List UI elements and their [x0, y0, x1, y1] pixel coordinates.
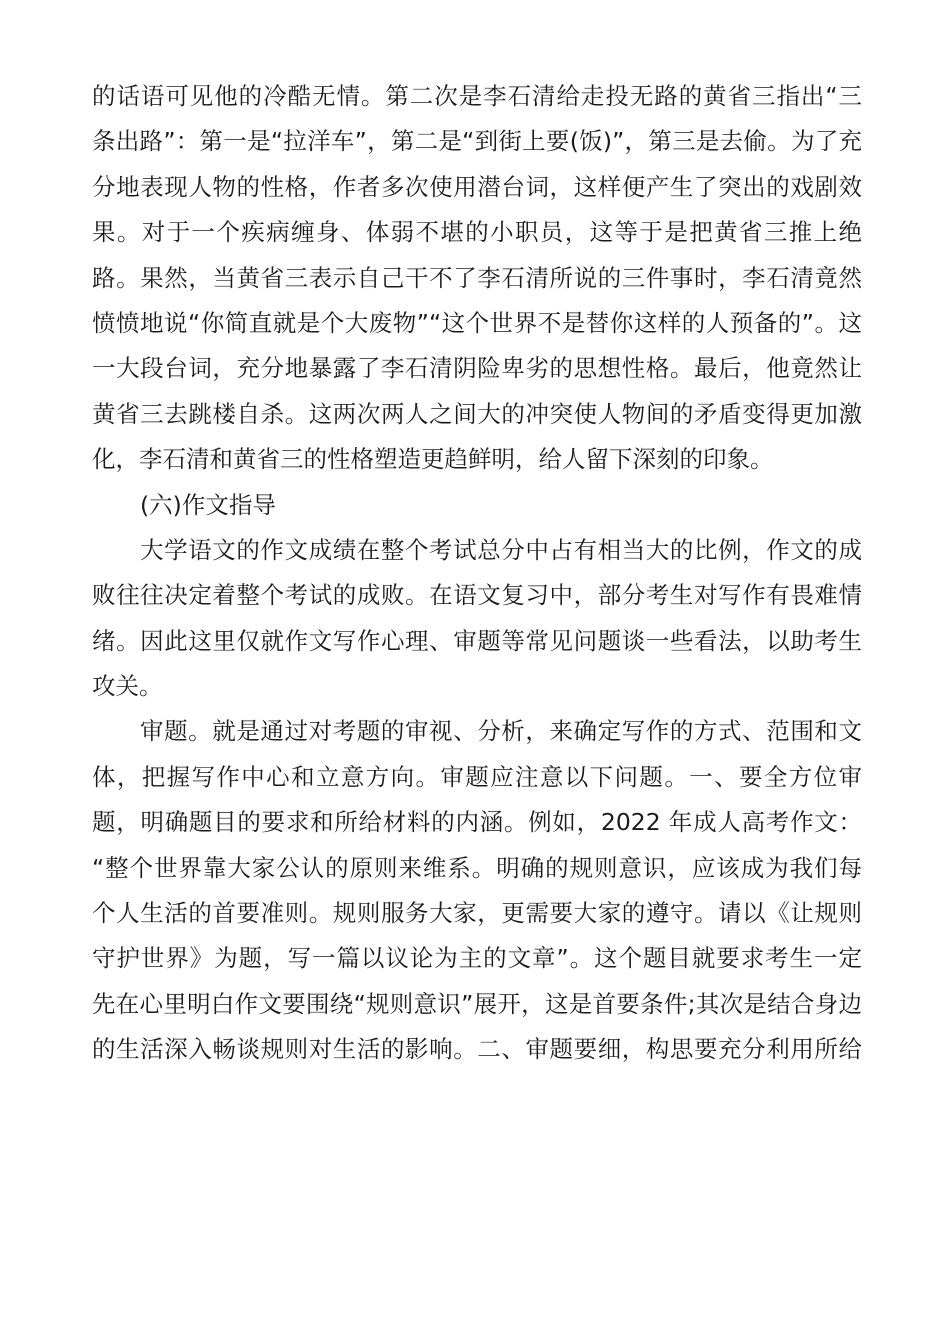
paragraph-line: “整个世界靠大家公认的原则来维系。明确的规则意识，应该成为我们每 — [92, 853, 862, 882]
paragraph-line: 先在心里明白作文要围绕“规则意识”展开，这是首要条件;其次是结合身边 — [92, 989, 862, 1018]
paragraph-line: 大学语文的作文成绩在整个考试总分中占有相当大的比例，作文的成 — [140, 535, 862, 564]
paragraph-line: 愤愤地说“你简直就是个大废物”“这个世界不是替你这样的人预备的”。这 — [92, 308, 862, 337]
paragraph-line: 绪。因此这里仅就作文写作心理、审题等常见问题谈一些看法，以助考生 — [92, 626, 862, 655]
paragraph-line: 分地表现人物的性格，作者多次使用潜台词，这样便产生了突出的戏剧效 — [92, 172, 862, 201]
paragraph-line: 路。果然，当黄省三表示自己干不了李石清所说的三件事时，李石清竟然 — [92, 263, 862, 292]
paragraph-line: 的话语可见他的冷酷无情。第二次是李石清给走投无路的黄省三指出“三 — [92, 82, 862, 110]
paragraph-line: 败往往决定着整个考试的成败。在语文复习中，部分考生对写作有畏难情 — [92, 581, 862, 610]
paragraph-line: 黄省三去跳楼自杀。这两次两人之间大的冲突使人物间的矛盾变得更加激 — [92, 399, 862, 428]
paragraph-line: 题，明确题目的要求和所给材料的内涵。例如，2022 年成人高考作文： — [92, 808, 862, 837]
paragraph-line: 一大段台词，充分地暴露了李石清阴险卑劣的思想性格。最后，他竟然让 — [92, 354, 862, 383]
paragraph-line: 果。对于一个疾病缠身、体弱不堪的小职员，这等于是把黄省三推上绝 — [92, 218, 862, 247]
paragraph-line: 个人生活的首要准则。规则服务大家，更需要大家的遵守。请以《让规则 — [92, 899, 862, 928]
paragraph-line: 审题。就是通过对考题的审视、分析，来确定写作的方式、范围和文 — [140, 717, 862, 746]
document-body — [92, 74, 862, 1073]
paragraph-line: 攻关。 — [92, 672, 163, 701]
paragraph-line: 条出路”：第一是“拉洋车”，第二是“到街上要(饭)”，第三是去偷。为了充 — [92, 127, 862, 156]
paragraph-line: 化，李石清和黄省三的性格塑造更趋鲜明，给人留下深刻的印象。 — [92, 445, 774, 474]
paragraph-line: 的生活深入畅谈规则对生活的影响。二、审题要细，构思要充分利用所给 — [92, 1035, 862, 1064]
paragraph-line: 守护世界》为题，写一篇以议论为主的文章”。这个题目就要求考生一定 — [92, 944, 862, 973]
section-heading: (六)作文指导 — [140, 490, 276, 519]
paragraph-line: 体，把握写作中心和立意方向。审题应注意以下问题。一、要全方位审 — [92, 762, 862, 791]
